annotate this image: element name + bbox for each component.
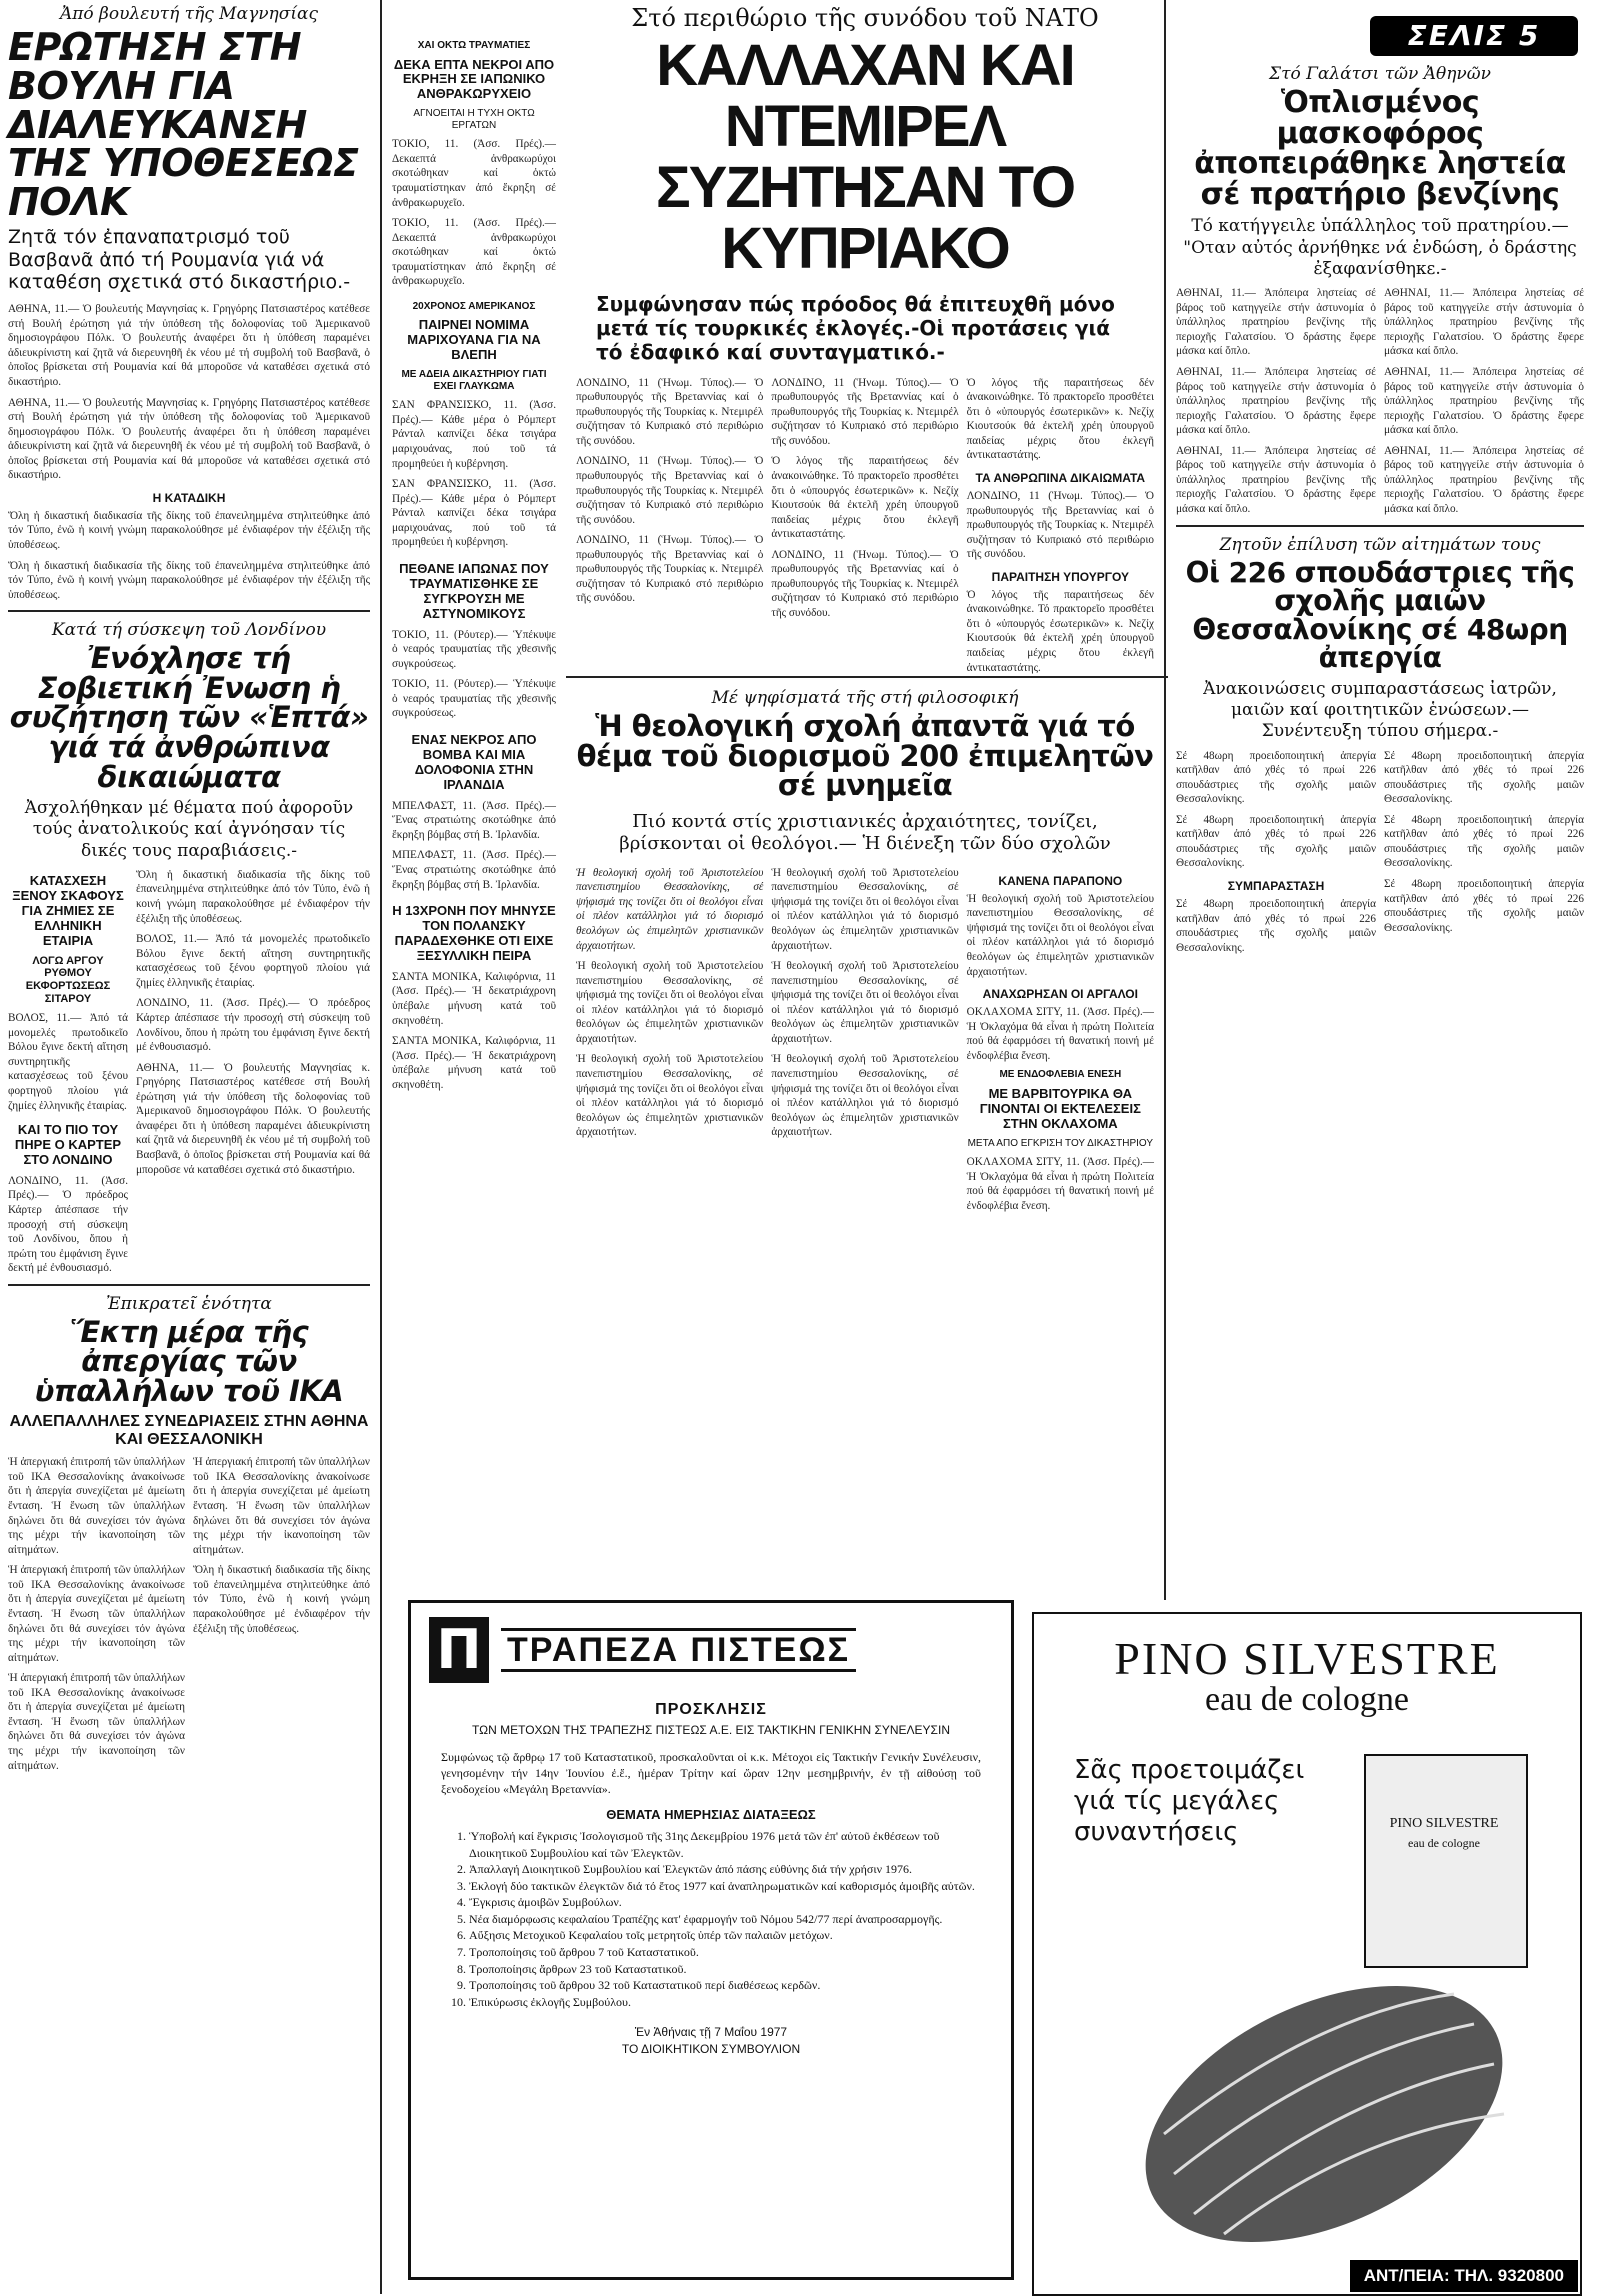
section-heading: ΚΑΝΕΝΑ ΠΑΡΑΠΟΝΟ [998, 873, 1123, 888]
article-body: ΑΘΗΝΑΙ, 11.— Ἀπόπειρα ληστείας σέ βάρος τοῦ κατηγγείλε στήν ἀστυνομία ὁ ὑπάλληλος πρατηρίου βενζίνης τῆς περιοχῆς Γαλατσίου. Ὁ δράστης ἔφερε μάσκα καί ὅπλο. [1176, 444, 1376, 515]
article-body: Ἡ θεολογική σχολή τοῦ Ἀριστοτελείου πανεπιστημίου Θεσσαλονίκης, σέ ψήφισμά της τονίζει ὅτι οἱ θεολόγοι εἶναι οἱ πλέον κατάλληλοι γιά τό διορισμό θεολόγων ὡς ἐπιμελητῶν χριστιανικῶν ἀρχαιοτήτων. [576, 960, 764, 1045]
section-heading: ΠΑΡΑΙΤΗΣΗ ΥΠΟΥΡΓΟΥ [991, 569, 1129, 584]
divider [566, 676, 1168, 678]
article-body: ΑΘΗΝΑΙ, 11.— Ἀπόπειρα ληστείας σέ βάρος τοῦ κατηγγείλε στήν ἀστυνομία ὁ ὑπάλληλος πρατηρίου βενζίνης τῆς περιοχῆς Γαλατσίου. Ὁ δράστης ἔφερε μάσκα καί ὅπλο. [1384, 444, 1584, 515]
article-body: ΜΠΕΛΦΑΣΤ, 11. (Ἀσσ. Πρές).— Ἕνας στρατιώτης σκοτώθηκε ἀπό ἔκρηξη βόμβας στή Β. Ἰρλανδία. [392, 849, 556, 891]
subheadline: ΑΓΝΟΕΙΤΑΙ Η ΤΥΧΗ ΟΚΤΩ ΕΡΓΑΤΩΝ [413, 108, 535, 131]
article-body: ΜΠΕΛΦΑΣΤ, 11. (Ἀσσ. Πρές).— Ἕνας στρατιώτης σκοτώθηκε ἀπό ἔκρηξη βόμβας στή Β. Ἰρλανδία. [392, 799, 556, 841]
subheadline: ΛΟΓΩ ΑΡΓΟΥ ΡΥΘΜΟΥ ΕΚΦΟΡΤΩΣΕΩΣ ΣΙΤΑΡΟΥ [25, 954, 111, 1005]
article-body: ΑΘΗΝΑ, 11.— Ὁ βουλευτής Μαγνησίας κ. Γρηγόρης Πατσιαστέρος κατέθεσε στή Βουλή ἐρώτηση γιά τήν ὑπόθεση τῆς δολοφονίας τοῦ Ἀμερικανοῦ δημοσιογράφου Πόλκ. Ὁ βουλευτής ἀναφέρει ὅτι ἡ ὑπόθεση παραμένει ἀδιευκρίνιστη καί ζητᾶ νά διερευνηθῆ ἐκ νέου μέ τή συμβολή τοῦ Βασβανᾶ, ὁ ὁποῖος βρίσκεται στή Ρουμανία καί θά μποροῦσε νά καταθέσει σχετικά στό δικαστήριο. [8, 396, 370, 482]
article-body: ΑΘΗΝΑΙ, 11.— Ἀπόπειρα ληστείας σέ βάρος τοῦ κατηγγείλε στήν ἀστυνομία ὁ ὑπάλληλος πρατηρίου βενζίνης τῆς περιοχῆς Γαλατσίου. Ὁ δράστης ἔφερε μάσκα καί ὅπλο. [1176, 287, 1376, 358]
bottle-subtitle: eau de cologne [1408, 1836, 1480, 1850]
article-kicker: Ἀπό βουλευτή τῆς Μαγνησίας [59, 4, 319, 24]
article-body: Ἡ ἀπεργιακή ἐπιτροπή τῶν ὑπαλλήλων τοῦ ΙΚΑ Θεσσαλονίκης ἀνακοίνωσε ὅτι ἡ ἀπεργία συνεχίζεται μέ ἀμείωτη ἔνταση. Ἡ ἕνωση τῶν ὑπαλλήλων δηλώνει ὅτι θά συνεχίσει τόν ἀγώνα της μέχρι τήν ἱκανοποίηση τῶν αἰτημάτων. [193, 1456, 370, 1556]
article-body: ΑΘΗΝΑΙ, 11.— Ἀπόπειρα ληστείας σέ βάρος τοῦ κατηγγείλε στήν ἀστυνομία ὁ ὑπάλληλος πρατηρίου βενζίνης τῆς περιοχῆς Γαλατσίου. Ὁ δράστης ἔφερε μάσκα καί ὅπλο. [1176, 365, 1376, 437]
article-body: ΛΟΝΔΙΝΟ, 11 (Ἡνωμ. Τύπος).— Ὁ πρωθυπουργός τῆς Βρεταννίας καί ὁ πρωθυπουργός τῆς Τουρκίας κ. Ντεμιρέλ συζήτησαν τό Κυπριακό στό περιθώριο τῆς συνόδου. [576, 455, 764, 526]
article-body: ΒΟΛΟΣ, 11.— Ἀπό τά μονομελές πρωτοδικεῖο Βόλου ἔγινε δεκτή αἴτηση συντηρητικῆς κατασχέσεως τοῦ ξένου φορτηγοῦ πλοίου γιά ζημίες ἑλληνικῆς ἐταιρίας. [8, 1012, 128, 1112]
article-body: ΛΟΝΔΙΝΟ, 11. (Ἀσσ. Πρές).— Ὁ πρόεδρος Κάρτερ ἀπέσπασε τήν προσοχή στή σύσκεψη τοῦ Λονδίνου, ὅπου ἡ πρώτη του ἐμφάνιση ἔγινε δεκτή μέ ἐνθουσιασμό. [8, 1174, 128, 1275]
page-number-badge: ΣΕΛΙΣ 5 [1370, 16, 1578, 56]
column-second [386, 0, 562, 1590]
subheadline: ΠΕΘΑΝΕ ΙΑΠΩΝΑΣ ΠΟΥ ΤΡΑΥΜΑΤΙΣΘΗΚΕ ΣΕ ΣΥΓΚΡΟΥΣΗ ΜΕ ΑΣΤΥΝΟΜΙΚΟΥΣ [399, 560, 549, 621]
bank-name: ΤΡΑΠΕΖΑ ΠΙΣΤΕΩΣ [501, 1628, 856, 1672]
article-headline: Ὁπλισμένος μασκοφόρος ἀποπειράθηκε ληστεία σέ πρατήριο βενζίνης [1194, 85, 1566, 212]
article-body: ΑΘΗΝΑΙ, 11.— Ἀπόπειρα ληστείας σέ βάρος τοῦ κατηγγείλε στήν ἀστυνομία ὁ ὑπάλληλος πρατηρίου βενζίνης τῆς περιοχῆς Γαλατσίου. Ὁ δράστης ἔφερε μάσκα καί ὅπλο. [1384, 287, 1584, 358]
cologne-ad [1032, 1612, 1582, 2296]
divider [8, 1284, 370, 1286]
notice-intro: Συμφώνως τῷ ἄρθρῳ 17 τοῦ Καταστατικοῦ, προσκαλοῦνται οἱ κ.κ. Μέτοχοι εἰς Τακτικήν Γενικήν Συνέλευσιν, γενησομένην τήν 14ην Ἰουνίου ἐ.ἔ., ἡμέραν Τρίτην καί ὥραν 12ην μεσημβρινήν, ἐν τῇ αἰθούσῃ τοῦ ξενοδοχείου «Μεγάλη Βρεταννία». [441, 1749, 981, 1796]
article-kicker: Κατά τή σύσκεψη τοῦ Λονδίνου [51, 620, 327, 641]
agenda-item: 6. Αὔξησις Μετοχικοῦ Κεφαλαίου τοῖς μετρητοῖς ὑπέρ τῶν παλαιῶν μετόχων. [469, 1927, 981, 1944]
article-body: Σέ 48ωρη προειδοποιητική ἀπεργία κατῆλθαν ἀπό χθές τό πρωί 226 σπουδάστριες τῆς σχολῆς μαιῶν Θεσσαλονίκης. [1176, 898, 1376, 954]
article-kicker: Μέ ψηφίσματά τῆς στή φιλοσοφική [711, 688, 1019, 708]
bank-notice [408, 1600, 1014, 2280]
article-body: ΛΟΝΔΙΝΟ, 11 (Ἡνωμ. Τύπος).— Ὁ πρωθυπουργός τῆς Βρεταννίας καί ὁ πρωθυπουργός τῆς Τουρκίας κ. Ντεμιρέλ συζήτησαν τό Κυπριακό στό περιθώριο τῆς συνόδου. [576, 534, 764, 605]
article-kicker: Ζητοῦν ἐπίλυση τῶν αἰτημάτων τους [1219, 534, 1541, 555]
article-deck: Συμφώνησαν πώς πρόοδος θά ἐπιτευχθῆ μόνο μετά τίς τουρκικές ἐκλογές.-Οἱ προτάσεις γιά τό ἐδαφικό καί συνταγματικό.- [596, 291, 1115, 364]
article-body: Ἡ θεολογική σχολή τοῦ Ἀριστοτελείου πανεπιστημίου Θεσσαλονίκης, σέ ψήφισμά της τονίζει ὅτι οἱ θεολόγοι εἶναι οἱ πλέον κατάλληλοι γιά τό διορισμό θεολόγων ὡς ἐπιμελητῶν χριστιανικῶν ἀρχαιοτήτων. [771, 960, 959, 1045]
section-heading: ΤΑ ΑΝΘΡΩΠΙΝΑ ΔΙΚΑΙΩΜΑΤΑ [975, 470, 1146, 485]
article-body: ΛΟΝΔΙΝΟ, 11 (Ἡνωμ. Τύπος).— Ὁ πρωθυπουργός τῆς Βρεταννίας καί ὁ πρωθυπουργός τῆς Τουρκίας κ. Ντεμιρέλ συζήτησαν τό Κυπριακό στό περιθώριο τῆς συνόδου. [771, 548, 959, 619]
article-headline: Ἕκτη μέρα τῆς ἀπεργίας τῶν ὑπαλλήλων τοῦ ΙΚΑ [34, 1314, 344, 1408]
article-body: Ἡ ἀπεργιακή ἐπιτροπή τῶν ὑπαλλήλων τοῦ ΙΚΑ Θεσσαλονίκης ἀνακοίνωσε ὅτι ἡ ἀπεργία συνεχίζεται μέ ἀμείωτη ἔνταση. Ἡ ἕνωση τῶν ὑπαλλήλων δηλώνει ὅτι θά συνεχίσει τόν ἀγώνα της μέχρι τήν ἱκανοποίηση τῶν αἰτημάτων. [8, 1672, 185, 1772]
article-body: ΤΟΚΙΟ, 11. (Ρόυτερ).— Ὑπέκυψε ὁ νεαρός τραυματίας τῆς χθεσινῆς συγκρούσεως. [392, 678, 556, 720]
article-body: Ἡ θεολογική σχολή τοῦ Ἀριστοτελείου πανεπιστημίου Θεσσαλονίκης, σέ ψήφισμά της τονίζει ὅτι οἱ θεολόγοι εἶναι οἱ πλέον κατάλληλοι γιά τό διορισμό θεολόγων ὡς ἐπιμελητῶν χριστιανικῶν ἀρχαιοτήτων. [576, 866, 764, 952]
article-headline: ΚΑΛΛΑΧΑΝ ΚΑΙ ΝΤΕΜΙΡΕΛ ΣΥΖΗΤΗΣΑΝ ΤΟ ΚΥΠΡΙΑΚΟ [655, 33, 1075, 281]
article-body: ΣΑΝ ΦΡΑΝΣΙΣΚΟ, 11. (Ἀσσ. Πρές).— Κάθε μέρα ὁ Ρόμπερτ Ράνταλ καπνίζει δέκα τσιγάρα μαριχουάνας, πού τοῦ τά προμηθεύει ἡ κυβέρνηση. [392, 399, 556, 470]
section-heading: ΑΝΑΧΩΡΗΣΑΝ ΟΙ ΑΡΓΑΛΟΙ [982, 987, 1138, 1002]
agenda-item: 2. Ἀπαλλαγή Διοικητικοῦ Συμβουλίου καί Ἐλεγκτῶν ἀπό πάσης εὐθύνης διά τήν χρήσιν 1976. [469, 1861, 981, 1878]
agenda-list [469, 1828, 981, 2010]
subheadline: ΔΕΚΑ ΕΠΤΑ ΝΕΚΡΟΙ ΑΠΟ ΕΚΡΗΞΗ ΣΕ ΙΑΠΩΝΙΚΟ ΑΝΘΡΑΚΩΡΥΧΕΙΟ [393, 56, 555, 102]
ad-copy: Σᾶς προετοιμάζει γιά τίς μεγάλες συναντήσεις [1074, 1755, 1305, 1848]
article-kicker: Στό Γαλάτσι τῶν Ἀθηνῶν [1269, 64, 1491, 84]
subheadline: ΜΕ ΒΑΡΒΙΤΟΥΡΙΚΑ ΘΑ ΓΙΝΟΝΤΑΙ ΟΙ ΕΚΤΕΛΕΣΕΙΣ ΣΤΗΝ ΟΚΛΑΧΟΜΑ [979, 1085, 1141, 1131]
article-body: Ὅλη ἡ δικαστική διαδικασία τῆς δίκης τοῦ ἐπανειλημμένα στηλιτεύθηκε ἀπό τόν Τύπο, ἐνῶ ἡ κοινή γνώμη παρακολούθησε μέ ἐνδιαφέρον τήν ἐξέλιξη τῆς ὑποθέσεως. [8, 509, 370, 552]
article-body: Σέ 48ωρη προειδοποιητική ἀπεργία κατῆλθαν ἀπό χθές τό πρωί 226 σπουδάστριες τῆς σχολῆς μαιῶν Θεσσαλονίκης. [1176, 749, 1376, 806]
article-body: ΛΟΝΔΙΝΟ, 11 (Ἡνωμ. Τύπος).— Ὁ πρωθυπουργός τῆς Βρεταννίας καί ὁ πρωθυπουργός τῆς Τουρκίας κ. Ντεμιρέλ συζήτησαν τό Κυπριακό στό περιθώριο τῆς συνόδου. [771, 376, 959, 447]
agenda-item: 7. Τροποποίησις τοῦ ἄρθρου 7 τοῦ Καταστατικοῦ. [469, 1944, 981, 1961]
notice-subtitle: ΤΩΝ ΜΕΤΟΧΩΝ ΤΗΣ ΤΡΑΠΕΖΗΣ ΠΙΣΤΕΩΣ Α.Ε. ΕΙΣ ΤΑΚΤΙΚΗΝ ΓΕΝΙΚΗΝ ΣΥΝΕΛΕΥΣΙΝ [472, 1723, 950, 1737]
subheadline: ΜΕ ΕΝΔΟΦΛΕΒΙΑ ΕΝΕΣΗ [999, 1069, 1122, 1081]
article-body: ΣΑΝΤΑ ΜΟΝΙΚΑ, Καλιφόρνια, 11 (Ἀσσ. Πρές).— Ἡ δεκατριάχρονη ὑπέβαλε μήνυση κατά τοῦ σκηνοθέτη. [392, 1035, 556, 1091]
column-divider [1164, 0, 1166, 1600]
article-headline: Ἡ θεολογική σχολή ἀπαντᾶ γιά τό θέμα τοῦ διορισμοῦ 200 ἐπιμελητῶν σέ μνημεῖα [576, 709, 1154, 803]
article-body: ΛΟΝΔΙΝΟ, 11. (Ἀσσ. Πρές).— Ὁ πρόεδρος Κάρτερ ἀπέσπασε τήν προσοχή στή σύσκεψη τοῦ Λονδίνου, ὅπου ἡ πρώτη του ἐμφάνιση ἔγινε δεκτή μέ ἐνθουσιασμό. [136, 997, 370, 1054]
agenda-item: 4. Ἔγκρισις ἀμοιβῶν Συμβούλων. [469, 1894, 981, 1911]
article-body: Ἡ θεολογική σχολή τοῦ Ἀριστοτελείου πανεπιστημίου Θεσσαλονίκης, σέ ψήφισμά της τονίζει ὅτι οἱ θεολόγοι εἶναι οἱ πλέον κατάλληλοι γιά τό διορισμό θεολόγων ὡς ἐπιμελητῶν χριστιανικῶν ἀρχαιοτήτων. [966, 892, 1154, 978]
article-deck: Ζητᾶ τόν ἐπαναπατρισμό τοῦ Βασβανᾶ ἀπό τή Ρουμανία γιά νά καταθέση σχετικά στό δικαστήριο.- [8, 225, 351, 294]
column-divider [380, 0, 382, 2294]
subheadline: ΠΑΙΡΝΕΙ ΝΟΜΙΜΑ ΜΑΡΙΧΟΥΑΝΑ ΓΙΑ ΝΑ ΒΛΕΠΗ [407, 317, 541, 363]
article-body: Σέ 48ωρη προειδοποιητική ἀπεργία κατῆλθαν ἀπό χθές τό πρωί 226 σπουδάστριες τῆς σχολῆς μαιῶν Θεσσαλονίκης. [1384, 749, 1584, 806]
article-body: ΑΘΗΝΑΙ, 11.— Ἀπόπειρα ληστείας σέ βάρος τοῦ κατηγγείλε στήν ἀστυνομία ὁ ὑπάλληλος πρατηρίου βενζίνης τῆς περιοχῆς Γαλατσίου. Ὁ δράστης ἔφερε μάσκα καί ὅπλο. [1384, 365, 1584, 437]
bottle-label [1384, 1816, 1504, 1851]
article-deck: Πιό κοντά στίς χριστιανικές ἀρχαιότητες, τονίζει, βρίσκονται οἱ θεολόγοι.— Ἡ διένεξη τῶν δύο σχολῶν [619, 810, 1111, 855]
article-headline: Οἱ 226 σπουδάστριες τῆς σχολῆς μαιῶν Θεσσαλονίκης σέ 48ωρη ἀπεργία [1185, 555, 1575, 675]
notice-signature [411, 2024, 1011, 2058]
subheadline: ΕΝΑΣ ΝΕΚΡΟΣ ΑΠΟ ΒΟΜΒΑ ΚΑΙ ΜΙΑ ΔΟΛΟΦΟΝΙΑ ΣΤΗΝ ΙΡΛΑΝΔΙΑ [411, 732, 537, 792]
article-body: Σέ 48ωρη προειδοποιητική ἀπεργία κατῆλθαν ἀπό χθές τό πρωί 226 σπουδάστριες τῆς σχολῆς μαιῶν Θεσσαλονίκης. [1384, 878, 1584, 934]
agenda-item: 9. Τροποποίησις τοῦ ἄρθρου 32 τοῦ Καταστατικοῦ περί διαθέσεως κερδῶν. [469, 1977, 981, 1994]
article-body: Ἡ θεολογική σχολή τοῦ Ἀριστοτελείου πανεπιστημίου Θεσσαλονίκης, σέ ψήφισμά της τονίζει ὅτι οἱ θεολόγοι εἶναι οἱ πλέον κατάλληλοι γιά τό διορισμό θεολόγων ὡς ἐπιμελητῶν χριστιανικῶν ἀρχαιοτήτων. [771, 866, 959, 952]
section-heading: Η ΚΑΤΑΔΙΚΗ [152, 490, 226, 505]
agenda-title: ΘΕΜΑΤΑ ΗΜΕΡΗΣΙΑΣ ΔΙΑΤΑΞΕΩΣ [606, 1807, 816, 1823]
article-body: Ἡ ἀπεργιακή ἐπιτροπή τῶν ὑπαλλήλων τοῦ ΙΚΑ Θεσσαλονίκης ἀνακοίνωσε ὅτι ἡ ἀπεργία συνεχίζεται μέ ἀμείωτη ἔνταση. Ἡ ἕνωση τῶν ὑπαλλήλων δηλώνει ὅτι θά συνεχίσει τόν ἀγώνα της μέχρι τήν ἱκανοποίηση τῶν αἰτημάτων. [8, 1564, 185, 1664]
subheadline: Η 13ΧΡΟΝΗ ΠΟΥ ΜΗΝΥΣΕ ΤΟΝ ΠΟΛΑΝΣΚΥ ΠΑΡΑΔΕΧΘΗΚΕ ΟΤΙ ΕΙΧΕ ΞΕΣΥΛΛΙΚΗ ΠΕΙΡΑ [392, 903, 556, 963]
article-body: ΣΑΝ ΦΡΑΝΣΙΣΚΟ, 11. (Ἀσσ. Πρές).— Κάθε μέρα ὁ Ρόμπερτ Ράνταλ καπνίζει δέκα τσιγάρα μαριχουάνας, πού τοῦ τά προμηθεύει ἡ κυβέρνηση. [392, 478, 556, 549]
article-body: ΛΟΝΔΙΝΟ, 11 (Ἡνωμ. Τύπος).— Ὁ πρωθυπουργός τῆς Βρεταννίας καί ὁ πρωθυπουργός τῆς Τουρκίας κ. Ντεμιρέλ συζήτησαν τό Κυπριακό στό περιθώριο τῆς συνόδου. [966, 489, 1154, 561]
subheadline: 20ΧΡΟΝΟΣ ΑΜΕΡΙΚΑΝΟΣ [412, 300, 536, 312]
article-body: ΤΟΚΙΟ, 11. (Ἀσσ. Πρές).— Δεκαεπτά ἀνθρακωρύχοι σκοτώθηκαν καί ὀκτώ τραυματίστηκαν ἀπό ἔκρηξη σέ ἀνθρακωρυχεῖο. [392, 138, 556, 209]
signature-board: ΤΟ ΔΙΟΙΚΗΤΙΚΟΝ ΣΥΜΒΟΥΛΙΟΝ [621, 2041, 801, 2056]
article-body: ΤΟΚΙΟ, 11. (Ρόυτερ).— Ὑπέκυψε ὁ νεαρός τραυματίας τῆς χθεσινῆς συγκρούσεως. [392, 628, 556, 670]
article-body: Ὅλη ἡ δικαστική διαδικασία τῆς δίκης τοῦ ἐπανειλημμένα στηλιτεύθηκε ἀπό τόν Τύπο, ἐνῶ ἡ κοινή γνώμη παρακολούθησε μέ ἐνδιαφέρον τήν ἐξέλιξη τῆς ὑποθέσεως. [8, 559, 370, 601]
article-body: Ὁ λόγος τῆς παραιτήσεως δέν ἀνακοινώθηκε. Τό πρακτορεῖο προσθέτει ὅτι ὁ «ὑπουργός ἐσωτερικῶν» κ. Νεζίχ Κιουτσούκ θά ἐκτελῆ χρέη ὑπουργοῦ παιδείας μέχρις ὅτου ἐκλεγῆ ἀντικαταστάτης. [966, 588, 1154, 674]
article-body: ΟΚΛΑΧΟΜΑ ΣΙΤΥ, 11. (Ἀσσ. Πρές).— Ἡ Ὀκλαχόμα θά εἶναι ἡ πρώτη Πολιτεία πού θά ἐφαρμόσει τή θανατική ποινή μέ ἐνδοφλέβια ἔνεση. [966, 1006, 1154, 1062]
article-body: Ἡ θεολογική σχολή τοῦ Ἀριστοτελείου πανεπιστημίου Θεσσαλονίκης, σέ ψήφισμά της τονίζει ὅτι οἱ θεολόγοι εἶναι οἱ πλέον κατάλληλοι γιά τό διορισμό θεολόγων ὡς ἐπιμελητῶν χριστιανικῶν ἀρχαιοτήτων. [771, 1053, 959, 1139]
article-body: ΣΑΝΤΑ ΜΟΝΙΚΑ, Καλιφόρνια, 11 (Ἀσσ. Πρές).— Ἡ δεκατριάχρονη ὑπέβαλε μήνυση κατά τοῦ σκηνοθέτη. [392, 970, 556, 1027]
signature-date: Ἐν Ἀθήναις τῇ 7 Μαΐου 1977 [634, 2025, 788, 2040]
article-body: ΑΘΗΝΑ, 11.— Ὁ βουλευτής Μαγνησίας κ. Γρηγόρης Πατσιαστέρος κατέθεσε στή Βουλή ἐρώτηση γιά τήν ὑπόθεση τῆς δολοφονίας τοῦ Ἀμερικανοῦ δημοσιογράφου Πόλκ. Ὁ βουλευτής ἀναφέρει ὅτι ἡ ὑπόθεση παραμένει ἀδιευκρίνιστη καί ζητᾶ νά διερευνηθῆ ἐκ νέου μέ τή συμβολή τοῦ Βασβανᾶ, ὁ ὁποῖος βρίσκεται στή Ρουμανία καί θά μποροῦσε νά καταθέσει σχετικά στό δικαστήριο. [136, 1061, 370, 1176]
notice-title: ΠΡΟΣΚΛΗΣΙΣ [655, 1701, 767, 1718]
column-right [1170, 60, 1590, 1600]
article-body: Ἡ θεολογική σχολή τοῦ Ἀριστοτελείου πανεπιστημίου Θεσσαλονίκης, σέ ψήφισμά της τονίζει ὅτι οἱ θεολόγοι εἶναι οἱ πλέον κατάλληλοι γιά τό διορισμό θεολόγων ὡς ἐπιμελητῶν χριστιανικῶν ἀρχαιοτήτων. [576, 1053, 764, 1139]
mid-article [570, 684, 1160, 1594]
agenda-item: 1. Ὑποβολή καί ἔγκρισις Ἰσολογισμοῦ τῆς 31ης Δεκεμβρίου 1976 μετά τῶν ἐπ' αὐτοῦ ἐκθέσεων τοῦ Διοικητικοῦ Συμβουλίου καί τῶν Ἐλεγκτῶν. [469, 1828, 981, 1861]
agenda-item: 8. Τροποποίησις ἄρθρων 23 τοῦ Καταστατικοῦ. [469, 1961, 981, 1978]
agenda-item: 3. Ἐκλογή δύο τακτικῶν ἐλεγκτῶν διά τό ἔτος 1977 καί ἀναπληρωματικῶν καί καθορισμός ἀμοιβῆς αὐτῶν. [469, 1878, 981, 1895]
top-article [570, 0, 1160, 680]
article-body: Ἡ ἀπεργιακή ἐπιτροπή τῶν ὑπαλλήλων τοῦ ΙΚΑ Θεσσαλονίκης ἀνακοίνωσε ὅτι ἡ ἀπεργία συνεχίζεται μέ ἀμείωτη ἔνταση. Ἡ ἕνωση τῶν ὑπαλλήλων δηλώνει ὅτι θά συνεχίσει τόν ἀγώνα της μέχρι τήν ἱκανοποίηση τῶν αἰτημάτων. [8, 1456, 185, 1556]
ad-brand: PINO SILVESTRE [1114, 1633, 1500, 1684]
article-deck: Ἀσχολήθηκαν μέ θέματα πού ἀφοροῦν τούς ἀνατολικούς καί ἀγνόησαν τίς δικές τους παραβιάσεις.- [24, 798, 354, 861]
subheadline: ΜΕ ΑΔΕΙΑ ΔΙΚΑΣΤΗΡΙΟΥ ΓΙΑΤΙ ΕΧΕΙ ΓΛΑΥΚΩΜΑ [401, 369, 547, 392]
article-body: ΑΘΗΝΑ, 11.— Ὁ βουλευτής Μαγνησίας κ. Γρηγόρης Πατσιαστέρος κατέθεσε στή Βουλή ἐρώτηση γιά τήν ὑπόθεση τῆς δολοφονίας τοῦ Ἀμερικανοῦ δημοσιογράφου Πόλκ. Ὁ βουλευτής ἀναφέρει ὅτι ἡ ὑπόθεση παραμένει ἀδιευκρίνιστη καί ζητᾶ νά διερευνηθῆ ἐκ νέου μέ τή συμβολή τοῦ Βασβανᾶ, ὁ ὁποῖος βρίσκεται στή Ρουμανία καί θά μποροῦσε νά καταθέσει σχετικά στό δικαστήριο. [8, 303, 370, 388]
article-body: Σέ 48ωρη προειδοποιητική ἀπεργία κατῆλθαν ἀπό χθές τό πρωί 226 σπουδάστριες τῆς σχολῆς μαιῶν Θεσσαλονίκης. [1384, 813, 1584, 870]
article-kicker: Στό περιθώριο τῆς συνόδου τοῦ ΝΑΤΟ [631, 4, 1099, 32]
article-body: ΛΟΝΔΙΝΟ, 11 (Ἡνωμ. Τύπος).— Ὁ πρωθυπουργός τῆς Βρεταννίας καί ὁ πρωθυπουργός τῆς Τουρκίας κ. Ντεμιρέλ συζήτησαν τό Κυπριακό στό περιθώριο τῆς συνόδου. [576, 376, 764, 447]
article-body: Ὁ λόγος τῆς παραιτήσεως δέν ἀνακοινώθηκε. Τό πρακτορεῖο προσθέτει ὅτι ὁ «ὑπουργός ἐσωτερικῶν» κ. Νεζίχ Κιουτσούκ θά ἐκτελῆ χρέη ὑπουργοῦ παιδείας μέχρις ὅτου ἐκλεγῆ ἀντικαταστάτης. [966, 376, 1154, 462]
pine-cone-icon [1114, 1914, 1534, 2254]
article-body: ΟΚΛΑΧΟΜΑ ΣΙΤΥ, 11. (Ἀσσ. Πρές).— Ἡ Ὀκλαχόμα θά εἶναι ἡ πρώτη Πολιτεία πού θά ἐφαρμόσει τή θανατική ποινή μέ ἐνδοφλέβια ἔνεση. [966, 1156, 1154, 1212]
article-headline: Ἐνόχλησε τή Σοβιετική Ἐνωση ἡ συζήτηση τῶν «Ἑπτά» γιά τά ἀνθρώπινα δικαιώματα [9, 641, 369, 794]
article-body: ΤΟΚΙΟ, 11. (Ἀσσ. Πρές).— Δεκαεπτά ἀνθρακωρύχοι σκοτώθηκαν καί ὀκτώ τραυματίστηκαν ἀπό ἔκρηξη σέ ἀνθρακωρυχεῖο. [392, 217, 556, 288]
divider [8, 610, 370, 612]
bank-logo-icon: Π [429, 1617, 489, 1683]
article-body: Ὅλη ἡ δικαστική διαδικασία τῆς δίκης τοῦ ἐπανειλημμένα στηλιτεύθηκε ἀπό τόν Τύπο, ἐνῶ ἡ κοινή γνώμη παρακολούθησε μέ ἐνδιαφέρον τήν ἐξέλιξη τῆς ὑποθέσεως. [193, 1564, 370, 1635]
agenda-item: 5. Νέα διαμόρφωσις κεφαλαίου Τραπέζης κατ' ἐφαρμογήν τοῦ Νόμου 542/77 περί ἀναπροσαρμογῆς. [469, 1911, 981, 1928]
article-body: Ὁ λόγος τῆς παραιτήσεως δέν ἀνακοινώθηκε. Τό πρακτορεῖο προσθέτει ὅτι ὁ «ὑπουργός ἐσωτερικῶν» κ. Νεζίχ Κιουτσούκ θά ἐκτελῆ χρέη ὑπουργοῦ παιδείας μέχρις ὅτου ἐκλεγῆ ἀντικαταστάτης. [771, 455, 959, 541]
article-body: Ὅλη ἡ δικαστική διαδικασία τῆς δίκης τοῦ ἐπανειλημμένα στηλιτεύθηκε ἀπό τόν Τύπο, ἐνῶ ἡ κοινή γνώμη παρακολούθησε μέ ἐνδιαφέρον τήν ἐξέλιξη τῆς ὑποθέσεως. [136, 868, 370, 925]
article-headline: ΕΡΩΤΗΣΗ ΣΤΗ ΒΟΥΛΗ ΓΙΑ ΔΙΑΛΕΥΚΑΝΣΗ ΤΗΣ ΥΠΟΘΕΣΕΩΣ ΠΟΛΚ [8, 25, 359, 224]
bottle-brand: PINO SILVESTRE [1389, 1816, 1499, 1831]
article-deck: Τό κατήγγειλε ὑπάλληλος τοῦ πρατηρίου.— "Οταν αὐτός ἀρνήθηκε νά ἐνδώση, ὁ δράστης ἐξαφανίσθηκε.- [1183, 216, 1577, 279]
subheadline: ΚΑΤΑΣΧΕΣΗ ΞΕΝΟΥ ΣΚΑΦΟΥΣ ΓΙΑ ΖΗΜΙΕΣ ΣΕ ΕΛΛΗΝΙΚΗ ΕΤΑΙΡΙΑ [12, 872, 124, 948]
column-left [0, 0, 378, 2294]
article-kicker: Ἐπικρατεῖ ἑνότητα [106, 1293, 272, 1314]
divider [1176, 525, 1584, 527]
section-heading: ΣΥΜΠΑΡΑΣΤΑΣΗ [1227, 879, 1325, 893]
article-body: Σέ 48ωρη προειδοποιητική ἀπεργία κατῆλθαν ἀπό χθές τό πρωί 226 σπουδάστριες τῆς σχολῆς μαιῶν Θεσσαλονίκης. [1176, 813, 1376, 870]
ad-subtitle: eau de cologne [1205, 1681, 1409, 1718]
subheadline: ΜΕΤΑ ΑΠΟ ΕΓΚΡΙΣΗ ΤΟΥ ΔΙΚΑΣΤΗΡΙΟΥ [967, 1137, 1154, 1149]
subheadline: ΚΑΙ ΤΟ ΠΙΟ ΤΟΥ ΠΗΡΕ Ο ΚΑΡΤΕΡ ΣΤΟ ΛΟΝΔΙΝΟ [14, 1122, 122, 1167]
article-deck: Ἀνακοινώσεις συμπαραστάσεως ἰατρῶν, μαιῶν καί φοιτητικῶν ἑνώσεων.— Συνέντευξη τύπου σήμερα.- [1203, 678, 1557, 742]
subheadline: ΧΑΙ ΟΚΤΩ ΤΡΑΥΜΑΤΙΕΣ [417, 40, 531, 51]
article-body: ΒΟΛΟΣ, 11.— Ἀπό τά μονομελές πρωτοδικεῖο Βόλου ἔγινε δεκτή αἴτηση συντηρητικῆς κατασχέσεως τοῦ ξένου φορτηγοῦ πλοίου γιά ζημίες ἑλληνικῆς ἐταιρίας. [136, 933, 370, 989]
subheadline: ΑΛΛΕΠΑΛΛΗΛΕΣ ΣΥΝΕΔΡΙΑΣΕΙΣ ΣΤΗΝ ΑΘΗΝΑ ΚΑΙ ΘΕΣΣΑΛΟΝΙΚΗ [9, 1412, 369, 1448]
agenda-item: 10. Ἐπικύρωσις ἐκλογῆς Συμβούλου. [469, 1994, 981, 2011]
ad-phone: ΑΝΤ/ΠΕΙΑ: ΤΗΛ. 9320800 [1350, 2260, 1578, 2292]
